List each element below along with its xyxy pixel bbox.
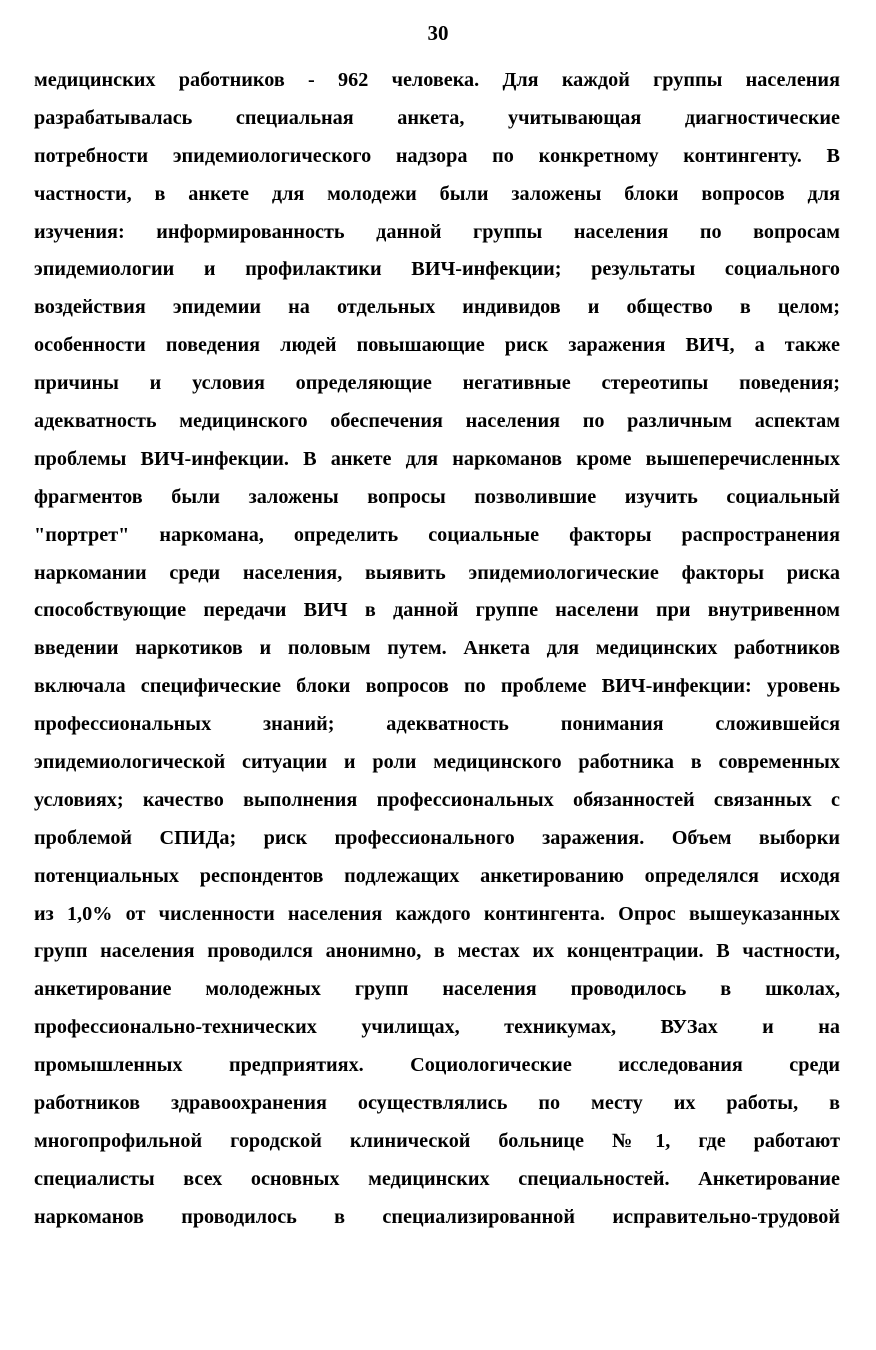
- body-text: [34, 62, 840, 1237]
- text-line: способствующие передачи ВИЧ в данной группе населени при внутривенном: [34, 599, 840, 622]
- text-line: профессионально-технических училищах, техникумах, ВУЗах и на: [34, 1016, 840, 1039]
- text-line: наркомании среди населения, выявить эпидемиологические факторы риска: [34, 561, 840, 584]
- text-line: причины и условия определяющие негативные стереотипы поведения;: [34, 372, 840, 395]
- text-line: специалисты всех основных медицинских специальностей. Анкетирование: [34, 1167, 840, 1190]
- text-line: потребности эпидемиологического надзора по конкретному контингенту. В: [34, 144, 840, 167]
- text-line: включала специфические блоки вопросов по проблеме ВИЧ-инфекции: уровень: [34, 675, 840, 698]
- text-line: из 1,0% от численности населения каждого контингента. Опрос вышеуказанных: [34, 902, 840, 925]
- text-line: медицинских работников - 962 человека. Для каждой группы населения: [34, 69, 840, 91]
- text-line: разрабатывалась специальная анкета, учитывающая диагностические: [34, 106, 840, 129]
- page-number: 30: [427, 21, 449, 45]
- text-line: наркоманов проводилось в специализированной исправительно-трудовой: [34, 1205, 840, 1228]
- text-line: потенциальных респондентов подлежащих анкетированию определялся исходя: [34, 864, 840, 887]
- text-line: воздействия эпидемии на отдельных индивидов и общество в целом;: [34, 296, 840, 319]
- text-line: эпидемиологической ситуации и роли медицинского работника в современных: [34, 751, 840, 774]
- text-line: особенности поведения людей повышающие риск заражения ВИЧ, а также: [34, 334, 840, 357]
- text-line: условиях; качество выполнения профессиональных обязанностей связанных с: [34, 788, 840, 811]
- text-line: промышленных предприятиях. Социологические исследования среди: [34, 1054, 840, 1077]
- text-line: адекватность медицинского обеспечения населения по различным аспектам: [34, 410, 840, 433]
- text-line: изучения: информированность данной группы населения по вопросам: [34, 220, 840, 243]
- text-line: проблемой СПИДа; риск профессионального заражения. Объем выборки: [34, 826, 840, 849]
- text-line: введении наркотиков и половым путем. Анкета для медицинских работников: [34, 637, 840, 660]
- text-line: групп населения проводился анонимно, в местах их концентрации. В частности,: [34, 940, 840, 963]
- text-line: профессиональных знаний; адекватность понимания сложившейся: [34, 713, 840, 736]
- text-line: фрагментов были заложены вопросы позволившие изучить социальный: [34, 485, 840, 508]
- text-line: анкетирование молодежных групп населения проводилось в школах,: [34, 978, 840, 1001]
- text-line: многопрофильной городской клинической больнице №1, где работают: [34, 1129, 840, 1152]
- text-line: эпидемиологии и профилактики ВИЧ-инфекции; результаты социального: [34, 258, 840, 281]
- text-line: "портрет" наркомана, определить социальные факторы распространения: [34, 523, 840, 546]
- text-line: частности, в анкете для молодежи были заложены блоки вопросов для: [34, 182, 840, 205]
- text-line: проблемы ВИЧ-инфекции. В анкете для наркоманов кроме вышеперечисленных: [34, 447, 840, 470]
- text-line: работников здравоохранения осуществлялись по месту их работы, в: [34, 1092, 840, 1115]
